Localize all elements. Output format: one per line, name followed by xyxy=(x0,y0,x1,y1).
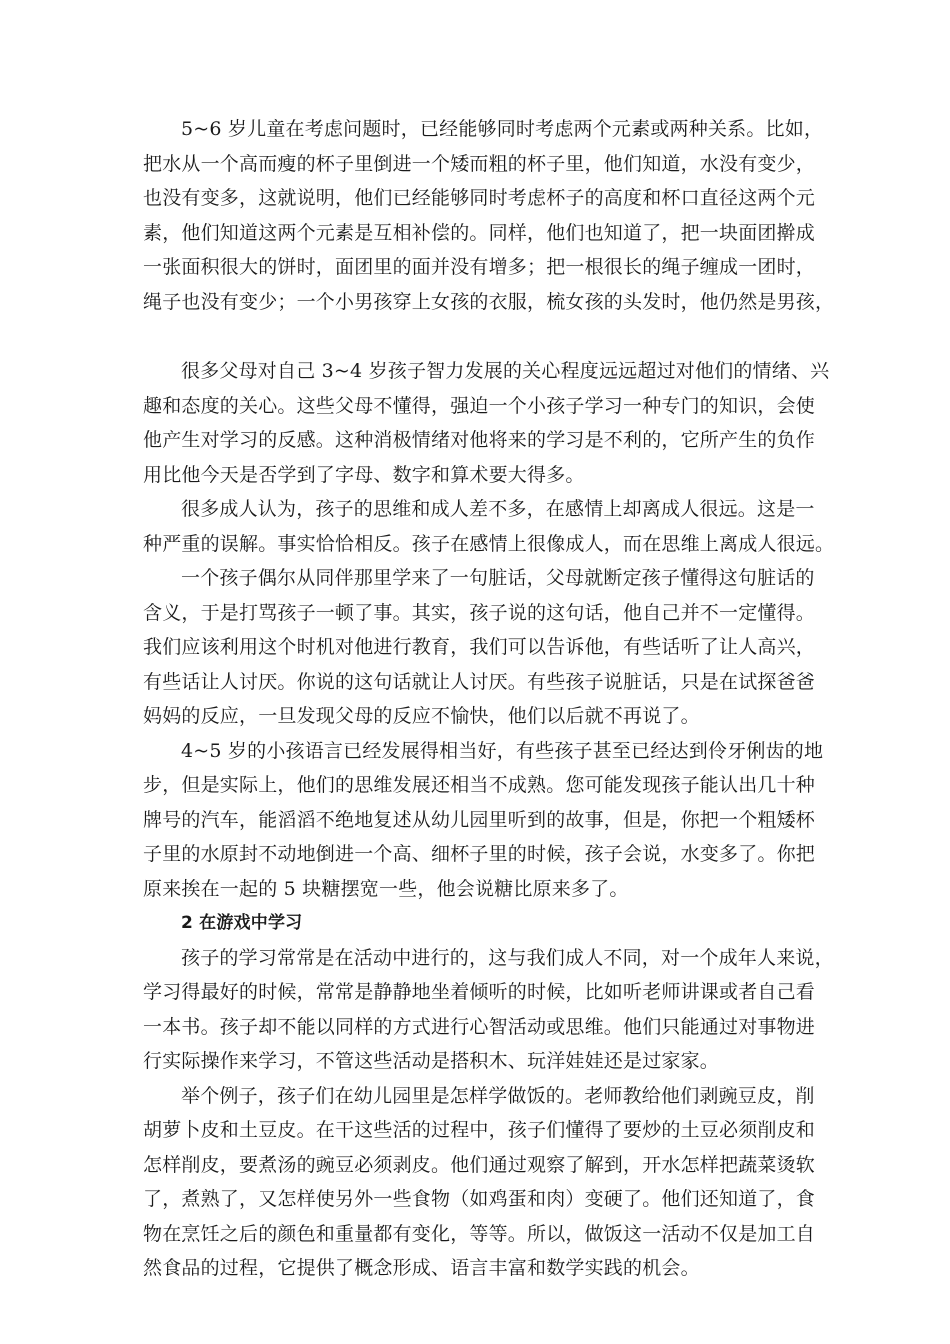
paragraph-cognitive-5-6 xyxy=(143,112,835,319)
text-line: 妈妈的反应，一旦发现父母的反应不愉快，他们以后就不再说了。 xyxy=(143,705,700,727)
paragraph-parents-concern xyxy=(143,354,830,492)
paragraph-learning-by-activity xyxy=(143,941,834,1079)
paragraph-bad-words xyxy=(143,561,823,734)
text-line: 有些话让人讨厌。你说的这句话就让人讨厌。有些孩子说脏话，只是在试探爸爸 xyxy=(143,670,816,693)
text-line: 一本书。孩子却不能以同样的方式进行心智活动或思维。他们只能通过对事物进 xyxy=(143,1015,816,1038)
text-line: 他产生对学习的反感。这种消极情绪对他将来的学习是不利的，它所产生的负作 xyxy=(143,429,816,451)
text-line: 物在烹饪之后的颜色和重量都有变化，等等。所以，做饭这一活动不仅是加工自 xyxy=(143,1222,816,1245)
text-line: 很多父母对自己 3~4 岁孩子智力发展的关心程度远远超过对他们的情绪、兴 xyxy=(181,360,830,382)
text-line: 把水从一个高而瘦的杯子里倒进一个矮而粗的杯子里，他们知道，水没有变少， xyxy=(143,152,816,175)
text-line: 一张面积很大的饼时，面团里的面并没有增多；把一根很长的绳子缠成一团时， xyxy=(143,256,816,278)
text-line: 用比他今天是否学到了字母、数字和算术要大得多。 xyxy=(143,463,585,486)
text-line: 趣和态度的关心。这些父母不懂得，强迫一个小孩子学习一种专门的知识，会使 xyxy=(143,394,816,417)
text-line: 了，煮熟了，又怎样使另外一些食物（如鸡蛋和肉）变硬了。他们还知道了，食 xyxy=(143,1188,816,1210)
text-line: 也没有变多，这就说明，他们已经能够同时考虑杯子的高度和杯口直径这两个元 xyxy=(143,187,816,209)
paragraph-thinking-vs-emotion xyxy=(143,492,835,561)
text-line: 然食品的过程，它提供了概念形成、语言丰富和数学实践的机会。 xyxy=(143,1257,700,1279)
text-line: 怎样削皮，要煮汤的豌豆必须剥皮。他们通过观察了解到，开水怎样把蔬菜烫软 xyxy=(143,1153,816,1176)
text-line: 步，但是实际上，他们的思维发展还相当不成熟。您可能发现孩子能认出几十种 xyxy=(143,774,816,796)
text-line: 学习得最好的时候，常常是静静地坐着倾听的时候，比如听老师讲课或者自己看 xyxy=(143,981,816,1003)
text-line: 5~6 岁儿童在考虑问题时，已经能够同时考虑两个元素或两种关系。比如， xyxy=(181,118,824,140)
text-line: 素，他们知道这两个元素是互相补偿的。同样，他们也知道了，把一块面团擀成 xyxy=(143,221,816,244)
paragraph-cooking-example xyxy=(143,1079,823,1286)
text-line: 牌号的汽车，能滔滔不绝地复述从幼儿园里听到的故事，但是，你把一个粗矮杯 xyxy=(143,808,816,831)
text-line: 胡萝卜皮和土豆皮。在干这些活的过程中，孩子们懂得了要炒的土豆必须削皮和 xyxy=(143,1119,816,1141)
paragraph-language-4-5 xyxy=(143,734,823,907)
text-line: 含义，于是打骂孩子一顿了事。其实，孩子说的这句话，他自己并不一定懂得。 xyxy=(143,601,816,624)
text-line: 子里的水原封不动地倒进一个高、细杯子里的时候，孩子会说，水变多了。你把 xyxy=(143,843,816,865)
text-line: 举个例子，孩子们在幼儿园里是怎样学做饭的。老师教给他们剥豌豆皮，削 xyxy=(181,1084,815,1107)
text-line: 种严重的误解。事实恰恰相反。孩子在感情上很像成人，而在思维上离成人很远。 xyxy=(143,532,835,555)
text-line: 一个孩子偶尔从同伴那里学来了一句脏话，父母就断定孩子懂得这句脏话的 xyxy=(181,567,815,589)
text-line: 孩子的学习常常是在活动中进行的，这与我们成人不同，对一个成年人来说， xyxy=(181,946,834,969)
text-line: 原来挨在一起的 5 块糖摆宽一些，他会说糖比原来多了。 xyxy=(143,877,629,900)
text-line: 行实际操作来学习，不管这些活动是搭积木、玩洋娃娃还是过家家。 xyxy=(143,1050,720,1072)
text-line: 绳子也没有变少；一个小男孩穿上女孩的衣服，梳女孩的头发时，他仍然是男孩， xyxy=(143,290,835,313)
document-page xyxy=(143,112,835,1286)
text-line: 很多成人认为，孩子的思维和成人差不多，在感情上却离成人很远。这是一 xyxy=(181,498,815,520)
section-heading xyxy=(143,906,823,941)
text-line: 我们应该利用这个时机对他进行教育，我们可以告诉他，有些话听了让人高兴， xyxy=(143,636,816,658)
section-title: 2 在游戏中学习 xyxy=(181,913,303,933)
text-line: 4~5 岁的小孩语言已经发展得相当好，有些孩子甚至已经达到伶牙俐齿的地 xyxy=(181,739,824,762)
